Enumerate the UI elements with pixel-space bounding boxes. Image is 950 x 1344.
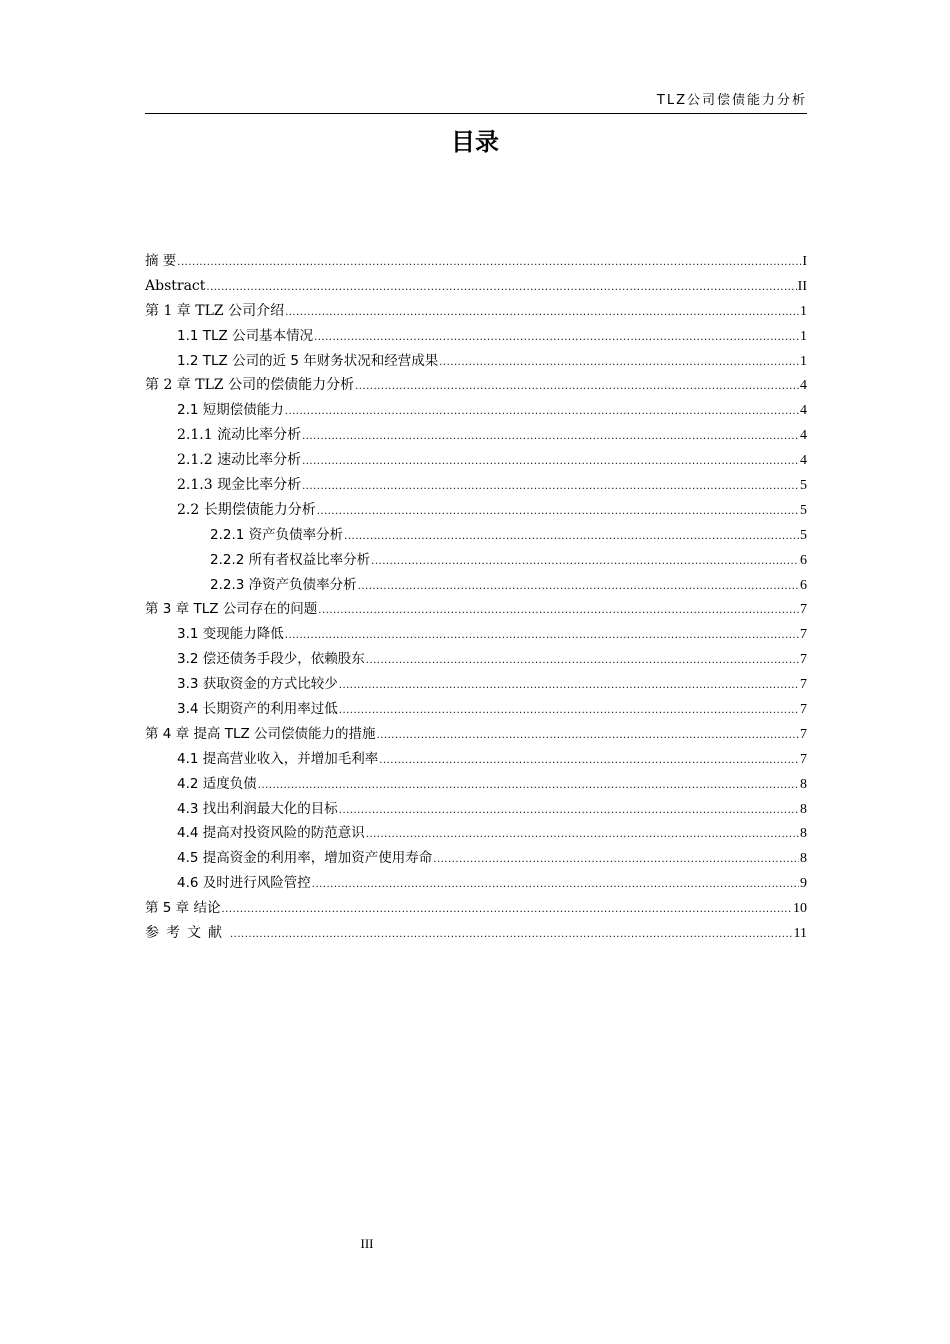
toc-dot-leader bbox=[318, 599, 799, 624]
page-number: III bbox=[360, 1236, 374, 1251]
toc-dot-leader bbox=[317, 500, 799, 525]
toc-entry[interactable] bbox=[145, 249, 807, 274]
toc-entry[interactable] bbox=[145, 747, 807, 772]
toc-entry-label: 2.2.2 所有者权益比率分析 bbox=[210, 551, 371, 568]
toc-entry[interactable] bbox=[145, 672, 807, 697]
toc-entry-label: 2.1 短期偿债能力 bbox=[177, 402, 284, 419]
toc-entry-label: 3.4 长期资产的利用率过低 bbox=[177, 701, 338, 718]
toc-entry-page: 7 bbox=[800, 677, 807, 693]
toc-dot-leader bbox=[339, 699, 799, 724]
toc-entry-label: 3.2 偿还债务手段少，依赖股东 bbox=[177, 651, 365, 668]
toc-entry[interactable] bbox=[145, 448, 807, 473]
toc-entry[interactable] bbox=[145, 622, 807, 647]
toc-dot-leader bbox=[439, 351, 799, 376]
toc-dot-leader bbox=[371, 550, 799, 575]
toc-entry-label: 1.2 TLZ 公司的近 5 年财务状况和经营成果 bbox=[177, 352, 439, 369]
header-rule bbox=[145, 113, 807, 114]
toc-entry[interactable] bbox=[145, 349, 807, 374]
toc-entry-page: 6 bbox=[800, 552, 807, 568]
toc-entry-page: 7 bbox=[800, 751, 807, 767]
toc-entry-page: II bbox=[797, 278, 807, 294]
toc-entry-page: 5 bbox=[800, 527, 807, 543]
toc-dot-leader bbox=[206, 276, 796, 301]
toc-entry-page: 4 bbox=[800, 428, 807, 444]
toc-entry[interactable] bbox=[145, 597, 807, 622]
toc-entry-page: 9 bbox=[800, 876, 807, 892]
toc-entry[interactable] bbox=[145, 573, 807, 598]
toc-dot-leader bbox=[379, 749, 799, 774]
toc-dot-leader bbox=[433, 848, 799, 873]
toc-dot-leader bbox=[344, 525, 799, 550]
toc-entry-label: 4.3 找出利润最大化的目标 bbox=[177, 800, 338, 817]
toc-dot-leader bbox=[339, 799, 799, 824]
toc-entry[interactable] bbox=[145, 473, 807, 498]
toc-entry[interactable] bbox=[145, 722, 807, 747]
toc-entry-label: 2.1.1 流动比率分析 bbox=[177, 427, 302, 444]
toc-entry-label: 2.2.1 资产负债率分析 bbox=[210, 526, 344, 543]
toc-entry-label: 第 5 章 结论 bbox=[145, 900, 221, 917]
toc-dot-leader bbox=[366, 649, 799, 674]
toc-entry-page: 7 bbox=[800, 602, 807, 618]
toc-entry-label: 4.2 适度负债 bbox=[177, 775, 257, 792]
toc-entry-label: 第 3 章 TLZ 公司存在的问题 bbox=[145, 601, 318, 618]
toc-entry-label: 4.1 提高营业收入，并增加毛利率 bbox=[177, 750, 379, 767]
toc-entry-label: 第 1 章 TLZ 公司介绍 bbox=[145, 302, 285, 319]
toc-entry[interactable] bbox=[145, 772, 807, 797]
toc-entry[interactable] bbox=[145, 921, 807, 946]
toc-entry-label: 2.2.3 净资产负债率分析 bbox=[210, 576, 357, 593]
toc-entry-page: 5 bbox=[800, 478, 807, 494]
toc-entry[interactable] bbox=[145, 324, 807, 349]
toc-entry-label: 4.4 提高对投资风险的防范意识 bbox=[177, 825, 365, 842]
toc-dot-leader bbox=[221, 898, 792, 923]
toc-dot-leader bbox=[312, 873, 799, 898]
toc-entry-label: 摘 要 bbox=[145, 253, 177, 269]
toc-entry-page: 7 bbox=[800, 726, 807, 742]
toc-dot-leader bbox=[285, 624, 799, 649]
toc-entry-label: 2.1.2 速动比率分析 bbox=[177, 452, 302, 469]
toc-entry[interactable] bbox=[145, 498, 807, 523]
toc-entry-page: 5 bbox=[800, 502, 807, 518]
toc-entry-label: 第 4 章 提高 TLZ 公司偿债能力的措施 bbox=[145, 725, 376, 742]
toc-dot-leader bbox=[258, 774, 799, 799]
toc-entry-page: 4 bbox=[800, 453, 807, 469]
toc-dot-leader bbox=[285, 301, 799, 326]
toc-entry-label: 3.3 获取资金的方式比较少 bbox=[177, 676, 338, 693]
toc-entry[interactable] bbox=[145, 697, 807, 722]
toc-entry-page: 11 bbox=[793, 926, 807, 942]
toc-entry-page: 6 bbox=[800, 577, 807, 593]
toc-entry-page: 7 bbox=[800, 627, 807, 643]
toc-entry-page: 4 bbox=[800, 378, 807, 394]
toc-entry-label: 2.1.3 现金比率分析 bbox=[177, 477, 302, 494]
toc-entry-page: 1 bbox=[800, 303, 807, 319]
toc-entry-page: 7 bbox=[800, 652, 807, 668]
toc-entry[interactable] bbox=[145, 548, 807, 573]
toc-entry-page: 1 bbox=[800, 328, 807, 344]
toc-entry[interactable] bbox=[145, 373, 807, 398]
toc-dot-leader bbox=[285, 400, 799, 425]
toc-dot-leader bbox=[302, 450, 799, 475]
running-header: TLZ公司偿债能力分析 bbox=[656, 93, 807, 108]
toc-entry-page: 8 bbox=[800, 801, 807, 817]
toc-dot-leader bbox=[358, 575, 799, 600]
toc-entry-label: 参考文献 bbox=[145, 925, 229, 942]
toc-dot-leader bbox=[302, 475, 799, 500]
toc-entry-label: Abstract bbox=[145, 277, 206, 294]
toc-entry[interactable] bbox=[145, 423, 807, 448]
toc-entry-label: 第 2 章 TLZ 公司的偿债能力分析 bbox=[145, 377, 355, 394]
toc-entry[interactable] bbox=[145, 274, 807, 299]
page-title: 目录 bbox=[451, 128, 499, 156]
toc-entry[interactable] bbox=[145, 797, 807, 822]
toc-entry-page: 8 bbox=[800, 776, 807, 792]
toc-entry[interactable] bbox=[145, 821, 807, 846]
toc-entry-page: 8 bbox=[800, 851, 807, 867]
toc-dot-leader bbox=[177, 251, 801, 276]
toc-entry-label: 4.5 提高资金的利用率，增加资产使用寿命 bbox=[177, 850, 433, 867]
toc-entry[interactable] bbox=[145, 523, 807, 548]
toc-entry-page: 7 bbox=[800, 702, 807, 718]
toc-dot-leader bbox=[377, 724, 799, 749]
toc-entry[interactable] bbox=[145, 846, 807, 871]
toc-entry-page: 4 bbox=[800, 403, 807, 419]
table-of-contents bbox=[145, 249, 807, 946]
toc-entry-page: 8 bbox=[800, 826, 807, 842]
toc-entry-page: 10 bbox=[793, 901, 807, 917]
toc-dot-leader bbox=[230, 923, 793, 948]
toc-entry-page: 1 bbox=[800, 353, 807, 369]
toc-entry[interactable] bbox=[145, 299, 807, 324]
toc-entry-label: 3.1 变现能力降低 bbox=[177, 626, 284, 643]
toc-dot-leader bbox=[366, 823, 799, 848]
toc-entry-label: 4.6 及时进行风险管控 bbox=[177, 875, 311, 892]
toc-entry[interactable] bbox=[145, 647, 807, 672]
toc-entry[interactable] bbox=[145, 871, 807, 896]
toc-dot-leader bbox=[355, 375, 799, 400]
toc-dot-leader bbox=[339, 674, 799, 699]
toc-entry[interactable] bbox=[145, 398, 807, 423]
toc-dot-leader bbox=[314, 326, 799, 351]
toc-dot-leader bbox=[302, 425, 799, 450]
toc-entry[interactable] bbox=[145, 896, 807, 921]
toc-entry-page: I bbox=[802, 254, 807, 269]
toc-entry-label: 1.1 TLZ 公司基本情况 bbox=[177, 327, 314, 344]
toc-entry-label: 2.2 长期偿债能力分析 bbox=[177, 501, 316, 518]
